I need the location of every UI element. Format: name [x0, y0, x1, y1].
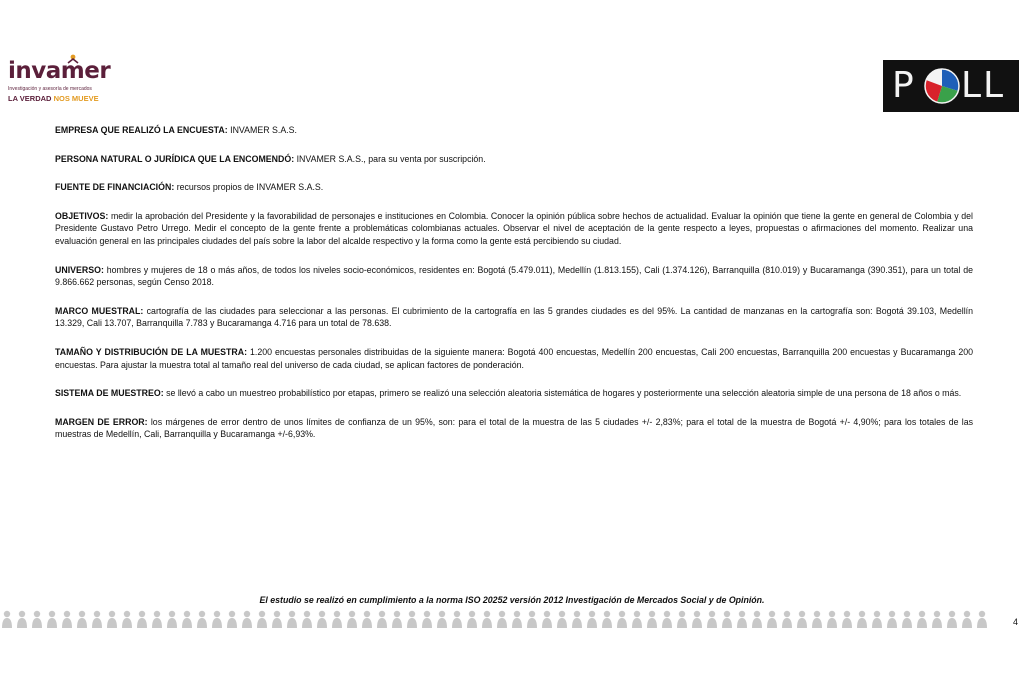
person-figure-icon: [212, 611, 222, 628]
person-figure-icon: [812, 611, 822, 628]
section-text: 1.200 encuestas personales distribuidas de la siguiente manera: Bogotá 400 encuestas, Medellín 200 encuestas, Cali 200 encuestas, Barranquilla 200 encuestas y Bucaramanga 200 encuestas. Para ajustar la muestra total al tamaño real del universo de cada ciudad, se aplican factores de ponderación.: [55, 346, 974, 370]
section-label: MARGEN DE ERROR:: [55, 416, 148, 427]
person-figure-icon: [272, 611, 282, 628]
section-persona: [55, 153, 973, 166]
page-number: 4: [1013, 617, 1019, 627]
person-figure-icon: [437, 611, 447, 628]
person-figure-icon: [467, 611, 477, 628]
person-figure-icon: [452, 611, 462, 628]
person-figure-icon: [752, 611, 762, 628]
person-figure-icon: [197, 611, 207, 628]
person-figure-icon: [347, 611, 357, 628]
person-figure-icon: [962, 611, 972, 628]
person-figure-icon: [782, 611, 792, 628]
person-figure-icon: [92, 611, 102, 628]
person-figure-icon: [692, 611, 702, 628]
person-figure-icon: [662, 611, 672, 628]
person-figure-icon: [707, 611, 717, 628]
person-figure-icon: [377, 611, 387, 628]
person-figure-icon: [842, 611, 852, 628]
section-text: recursos propios de INVAMER S.A.S.: [174, 182, 324, 193]
section-text: INVAMER S.A.S., para su venta por suscripción.: [294, 153, 486, 164]
section-label: SISTEMA DE MUESTREO:: [55, 388, 164, 399]
section-label: PERSONA NATURAL O JURÍDICA QUE LA ENCOMENDÓ:: [55, 153, 295, 164]
poll-logo: [883, 60, 1019, 112]
person-figure-icon: [512, 611, 522, 628]
section-margen-error: [55, 416, 973, 441]
person-figure-icon: [767, 611, 777, 628]
section-marco-muestral: [55, 305, 973, 330]
person-figure-icon: [977, 611, 987, 628]
person-figure-icon: [137, 611, 147, 628]
person-figure-icon: [857, 611, 867, 628]
person-figure-icon: [317, 611, 327, 628]
section-universo: [55, 264, 973, 289]
person-figure-icon: [677, 611, 687, 628]
person-figure-icon: [947, 611, 957, 628]
person-figure-icon: [872, 611, 882, 628]
person-figure-icon: [902, 611, 912, 628]
section-text: medir la aprobación del Presidente y la favorabilidad de personajes e instituciones en Colombia. Conocer la opinión pública sobre hechos de actualidad. Evaluar la opinión que tiene la gente en general de Colombia y del Presidente Gustavo Petro Urrego. Medir el concepto de la gente frente a problemáticas colombianas actuales. Observar el nivel de aceptación de la gente respecto a leyes, propuestas o afirmaciones del momento. Realizar una evaluación general en las principales ciudades del país sobre la labor del alcalde respectivo y la forma como la gente está percibiendo su ciudad.: [55, 210, 973, 246]
section-sistema-muestreo: [55, 387, 973, 400]
person-figure-icon: [257, 611, 267, 628]
person-figure-icon: [47, 611, 57, 628]
person-figure-icon: [722, 611, 732, 628]
person-figure-icon: [227, 611, 237, 628]
section-label: FUENTE DE FINANCIACIÓN:: [55, 182, 175, 193]
poll-logo-letters-ll: LL: [961, 65, 1006, 106]
person-figure-icon: [572, 611, 582, 628]
person-figure-icon: [587, 611, 597, 628]
person-figure-icon: [887, 611, 897, 628]
technical-sheet: [55, 124, 973, 457]
person-figure-icon: [167, 611, 177, 628]
person-figure-icon: [797, 611, 807, 628]
motto-part-1: LA VERDAD: [8, 94, 54, 103]
section-tamano-muestra: [55, 346, 973, 371]
person-figure-icon: [482, 611, 492, 628]
person-figure-icon: [542, 611, 552, 628]
person-figure-icon: [62, 611, 72, 628]
invamer-logo: [8, 52, 138, 112]
section-label: EMPRESA QUE REALIZÓ LA ENCUESTA:: [55, 125, 228, 135]
person-figure-icon: [932, 611, 942, 628]
person-figure-icon: [632, 611, 642, 628]
section-empresa: [55, 124, 973, 137]
person-figure-icon: [332, 611, 342, 628]
person-figure-icon: [242, 611, 252, 628]
person-figure-icon: [557, 611, 567, 628]
person-figure-icon: [287, 611, 297, 628]
motto-part-2: NOS MUEVE: [53, 94, 99, 103]
section-label: OBJETIVOS:: [55, 210, 109, 221]
person-figure-icon: [32, 611, 42, 628]
person-figure-icon: [152, 611, 162, 628]
invamer-logo-motto: [8, 94, 99, 103]
person-figure-icon: [422, 611, 432, 628]
people-figures-row: [0, 608, 1000, 630]
invamer-logo-tagline: Investigación y asesoría de mercados: [8, 86, 92, 92]
section-financiacion: [55, 181, 973, 194]
section-label: UNIVERSO:: [55, 264, 104, 275]
iso-compliance-note: El estudio se realizó en cumplimiento a la norma ISO 20252 versión 2012 Investigación de Mercados Social y de Opinión.: [259, 595, 765, 605]
section-text: cartografía de las ciudades para seleccionar a las personas. El cubrimiento de la cartografía en las 5 grandes ciudades es del 95%. La cantidad de manzanas en la cartografía son: Bogotá 39.103, Medellín 13.329, Cali 13.707, Barranquilla 7.783 y Bucaramanga 4.716 para un total de 78.638.: [55, 305, 973, 329]
person-figure-icon: [2, 611, 12, 628]
person-figure-icon: [497, 611, 507, 628]
pie-chart-icon: [923, 67, 961, 105]
person-figure-icon: [122, 611, 132, 628]
person-figure-icon: [407, 611, 417, 628]
person-figure-icon: [827, 611, 837, 628]
person-figure-icon: [602, 611, 612, 628]
person-figure-icon: [182, 611, 192, 628]
person-figure-icon: [917, 611, 927, 628]
person-figure-icon: [77, 611, 87, 628]
section-text: los márgenes de error dentro de unos límites de confianza de un 95%, son: para el total de la muestra de las 5 ciudades +/- 2,83%; para el total de la muestra de Bogotá +/- 4,90%; para los totales de las muestras de Medellín, Cali, Barranquilla y Bucaramanga +/-6,93%.: [55, 416, 973, 440]
section-label: MARCO MUESTRAL:: [55, 305, 144, 316]
section-objetivos: [55, 210, 973, 248]
section-text: se llevó a cabo un muestreo probabilístico por etapas, primero se realizó una selección aleatoria sistemática de hogares y posteriormente una selección aleatoria simple de una persona de 18 años o más.: [163, 388, 962, 399]
invamer-logo-wordmark: invamer: [8, 58, 111, 84]
person-figure-icon: [647, 611, 657, 628]
person-figure-icon: [302, 611, 312, 628]
section-label: TAMAÑO Y DISTRIBUCIÓN DE LA MUESTRA:: [55, 346, 248, 357]
person-figure-icon: [362, 611, 372, 628]
section-text: INVAMER S.A.S.: [227, 125, 297, 135]
person-figure-icon: [527, 611, 537, 628]
person-figure-icon: [392, 611, 402, 628]
person-figure-icon: [17, 611, 27, 628]
section-text: hombres y mujeres de 18 o más años, de todos los niveles socio-económicos, residentes en: Bogotá (5.479.011), Medellín (1.813.155), Cali (1.374.126), Barranquilla (810.019) y Bucaramanga (390.351), para un total de 9.866.662 personas, según Censo 2018.: [55, 264, 973, 288]
poll-logo-letter-p: P: [892, 65, 916, 106]
person-figure-icon: [107, 611, 117, 628]
person-figure-icon: [617, 611, 627, 628]
person-figure-icon: [737, 611, 747, 628]
